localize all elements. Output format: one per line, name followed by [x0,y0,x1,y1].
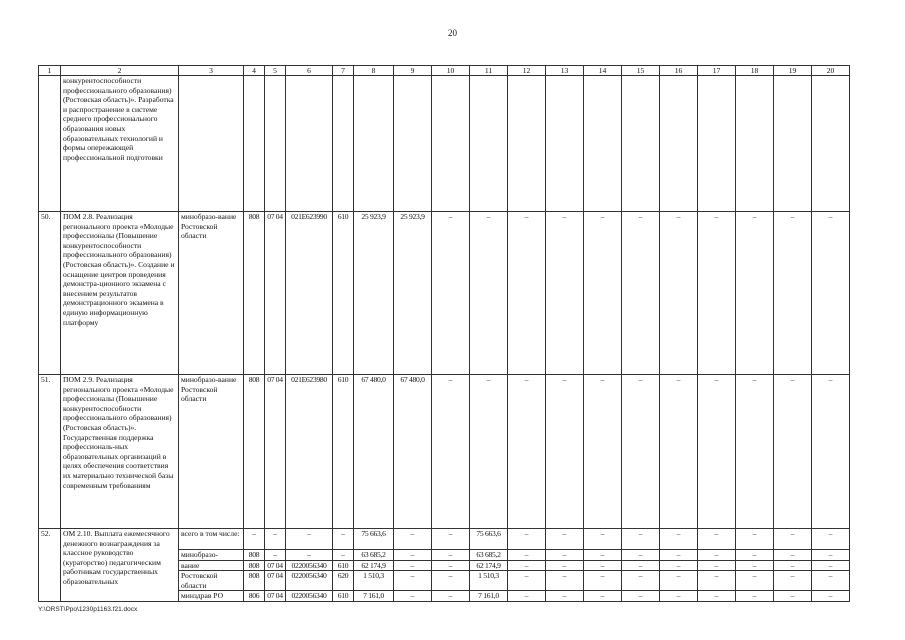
col-header: 17 [698,66,736,76]
csr-code: – [286,550,333,561]
total-amount: 1 510,3 [354,571,394,591]
dash-cell: – [622,571,660,591]
row-number: 51. [39,375,61,529]
table-row [39,212,850,375]
vr-code: 610 [333,591,354,602]
dash-cell: – [470,375,508,529]
dash-cell: – [508,571,546,591]
dash-cell: – [774,591,812,602]
year-amount: 63 685,2 [470,550,508,561]
rzpr-code: – [265,550,286,561]
executor: всего в том числе: [179,529,244,550]
header-row [39,66,850,76]
dash-cell: – [546,571,584,591]
dash-cell: – [546,375,584,529]
grbs-code: 808 [244,571,265,591]
dash-cell: – [660,560,698,571]
grbs-code: 806 [244,591,265,602]
csr-code: 0220056340 [286,591,333,602]
vr-code: 610 [333,560,354,571]
dash-cell: – [698,529,736,550]
rzpr-code: 07 04 [265,571,286,591]
year-amount: – [432,591,470,602]
vr-code: – [333,529,354,550]
vr-code: 610 [333,212,354,375]
vr-code: – [333,550,354,561]
year-amount: – [432,571,470,591]
total-amount: 63 685,2 [354,550,394,561]
dash-cell: – [736,571,774,591]
col-header: 7 [333,66,354,76]
dash-cell: – [622,560,660,571]
row-number: 52. [39,529,61,602]
dash-cell: – [812,560,850,571]
dash-cell: – [774,560,812,571]
dash-cell: – [546,212,584,375]
dash-cell: – [508,529,546,550]
grbs-code: 808 [244,550,265,561]
dash-cell: – [774,529,812,550]
dash-cell: – [812,571,850,591]
col-header: 12 [508,66,546,76]
dash-cell: – [584,591,622,602]
dash-cell: – [584,212,622,375]
col-header: 5 [265,66,286,76]
dash-cell: – [736,550,774,561]
col-header: 15 [622,66,660,76]
col-header: 18 [736,66,774,76]
total-amount: 67 480,0 [354,375,394,529]
dash-cell: – [432,212,470,375]
year-amount: 62 174,9 [470,560,508,571]
dash-cell: – [774,375,812,529]
executor: минздрав РО [179,591,244,602]
col-header: 8 [354,66,394,76]
rzpr-code: 07 04 [265,212,286,375]
dash-cell: – [660,571,698,591]
year-amount: – [394,560,432,571]
dash-cell: – [508,375,546,529]
grbs-code: 808 [244,375,265,529]
dash-cell: – [660,529,698,550]
row-number-cell [39,76,61,212]
year-amount: 1 510,3 [470,571,508,591]
executor: минобразо-вание Ростовской области [179,375,244,529]
dash-cell: – [622,212,660,375]
dash-cell: – [698,560,736,571]
rzpr-code: – [265,529,286,550]
dash-cell: – [546,591,584,602]
total-amount: 75 663,6 [354,529,394,550]
dash-cell: – [546,560,584,571]
dash-cell: – [736,591,774,602]
year-amount: 7 161,0 [470,591,508,602]
grbs-code: – [244,529,265,550]
csr-code: 0220056340 [286,571,333,591]
col-header: 14 [584,66,622,76]
col-header: 3 [179,66,244,76]
rzpr-code: 07 04 [265,375,286,529]
rzpr-code: 07 04 [265,560,286,571]
col-header: 9 [394,66,432,76]
event-name: ОМ 2.10. Выплата ежемесячного денежного вознаграждения за классное руководство (кураторство) педагогическим работникам государственных образовательных [61,529,179,602]
dash-cell: – [660,212,698,375]
dash-cell: – [508,550,546,561]
year-amount: – [394,529,432,550]
dash-cell: – [546,550,584,561]
vr-code: 610 [333,375,354,529]
dash-cell: – [812,212,850,375]
total-amount: 7 161,0 [354,591,394,602]
dash-cell: – [622,529,660,550]
dash-cell: – [584,375,622,529]
dash-cell: – [622,591,660,602]
year-amount: 75 663,6 [470,529,508,550]
csr-code: 021E623980 [286,375,333,529]
col-header: 6 [286,66,333,76]
dash-cell: – [774,571,812,591]
table-row [39,375,850,529]
dash-cell: – [584,529,622,550]
rzpr-code: 07 04 [265,591,286,602]
dash-cell: – [508,212,546,375]
dash-cell: – [812,375,850,529]
dash-cell: – [812,591,850,602]
dash-cell: – [698,375,736,529]
year-amount: – [432,529,470,550]
dash-cell: – [508,591,546,602]
dash-cell: – [622,375,660,529]
csr-code: – [286,529,333,550]
dash-cell: – [698,571,736,591]
dash-cell: – [812,550,850,561]
total-amount: 62 174,9 [354,560,394,571]
col-header: 10 [432,66,470,76]
col-header: 16 [660,66,698,76]
event-name: ПОМ 2.9. Реализация регионального проекта «Молодые профессионалы (Повышение конкурентоспособности профессионального образования) (Ростовская область)». Государственная поддержка профессиональ-ных образовательных организаций в целях обеспечения соответствия их материально технической базы современным требованиям [61,375,179,529]
csr-code: 021E623990 [286,212,333,375]
col-header: 1 [39,66,61,76]
vr-code: 620 [333,571,354,591]
table-row [39,76,850,212]
dash-cell: – [660,375,698,529]
dash-cell: – [660,591,698,602]
financing-table [38,65,850,602]
col-header: 20 [812,66,850,76]
dash-cell: – [698,550,736,561]
file-path-footer: Y:\ORST\Ppo\1230p1163.f21.docx [38,606,138,613]
dash-cell: – [698,212,736,375]
year-amount: – [432,560,470,571]
dash-cell: – [736,529,774,550]
dash-cell: – [546,529,584,550]
year-amount: – [394,571,432,591]
page-number: 20 [448,28,457,38]
year-amount: – [394,550,432,561]
dash-cell: – [432,375,470,529]
dash-cell: – [584,550,622,561]
col-header: 13 [546,66,584,76]
executor: минобразо- [179,550,244,561]
year-amount: 25 923,9 [394,212,432,375]
dash-cell: – [698,591,736,602]
dash-cell: – [736,560,774,571]
row-number: 50. [39,212,61,375]
dash-cell: – [736,212,774,375]
event-name: ПОМ 2.8. Реализация регионального проекта «Молодые профессионалы (Повышение конкурентоспособности профессионального образования) (Ростовская область)». Создание и оснащение центров проведения демонстра-ционного экзамена с внесением результатов демонстрационного экзамена в единую информационную платформу [61,212,179,375]
col-header: 19 [774,66,812,76]
dash-cell: – [774,550,812,561]
year-amount: – [432,550,470,561]
dash-cell: – [812,529,850,550]
dash-cell: – [736,375,774,529]
event-name-cell: конкурентоспособности профессионального образования) (Ростовская область)». Разработка и распространение в системе среднего профессионального образования новых образовательных технологий и формы опережающей профессиональной подготовки [61,76,179,212]
executor: вание [179,560,244,571]
grbs-code: 808 [244,212,265,375]
dash-cell: – [660,550,698,561]
total-amount: 25 923,9 [354,212,394,375]
col-header: 4 [244,66,265,76]
dash-cell: – [584,560,622,571]
grbs-code: 808 [244,560,265,571]
dash-cell: – [584,571,622,591]
dash-cell: – [774,212,812,375]
year-amount: – [394,591,432,602]
col-header: 11 [470,66,508,76]
col-header: 2 [61,66,179,76]
executor: Ростовской области [179,571,244,591]
dash-cell: – [622,550,660,561]
table-row [39,529,850,550]
dash-cell: – [508,560,546,571]
year-amount: 67 480,0 [394,375,432,529]
csr-code: 0220056340 [286,560,333,571]
executor: минобразо-вание Ростовской области [179,212,244,375]
dash-cell: – [470,212,508,375]
